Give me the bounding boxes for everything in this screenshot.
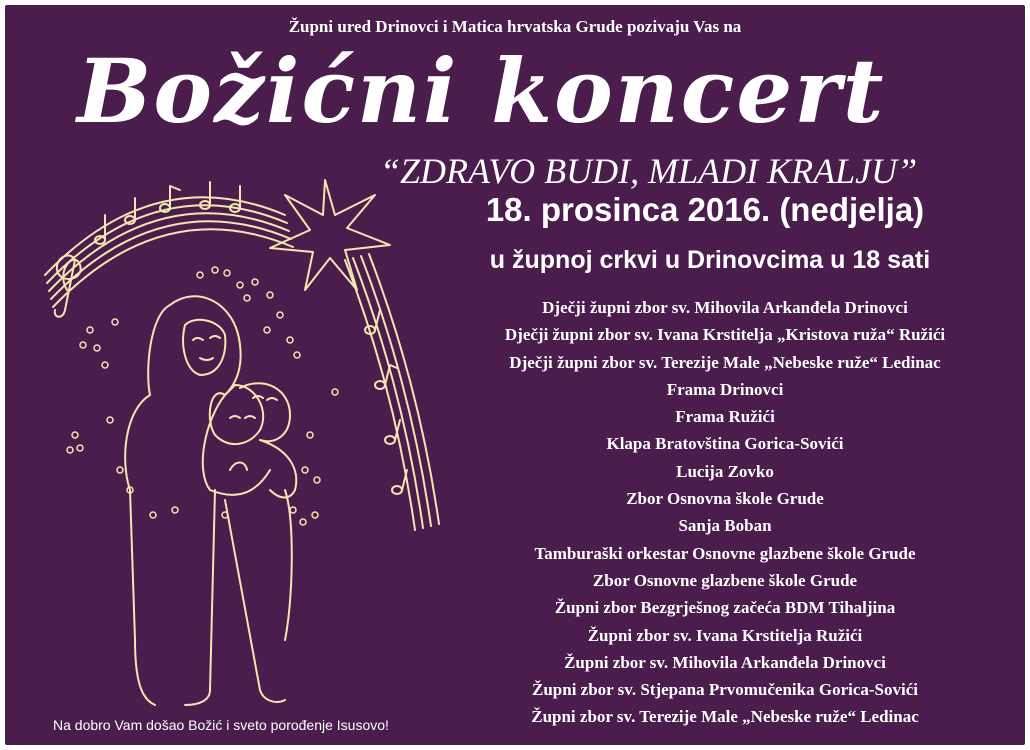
performer-item: Župni zbor sv. Mihovila Arkanđela Drinovci: [564, 652, 886, 672]
performer-list: [455, 294, 995, 731]
performer-item: Frama Drinovci: [666, 379, 784, 399]
decorative-dots: [67, 267, 338, 525]
christmas-greeting: Na dobro Vam došao Božić i sveto porođenje Isusovo!: [53, 717, 389, 733]
performer-item: Dječji župni zbor sv. Ivana Krstitelja „Kristova ruža“ Ružići: [504, 325, 946, 345]
performer-item: Župni zbor sv. Ivana Krstitelja Ružići: [587, 625, 863, 645]
performer-item: Lucija Zovko: [676, 461, 774, 481]
performer-item: Klapa Bratovština Gorica-Sovići: [606, 434, 844, 454]
concert-subtitle: “ZDRAVO BUDI, MLADI KRALJU”: [380, 151, 918, 191]
concert-date: 18. prosinca 2016. (nedjelja): [485, 191, 925, 228]
falling-staff: [345, 254, 439, 530]
mary-figure: [125, 296, 292, 705]
performer-item: Župni zbor sv. Stjepana Prvomučenika Gorica-Sovići: [532, 680, 918, 700]
star-icon: [270, 180, 390, 290]
performer-item: Tamburaški orkestar Osnovne glazbene škole Grude: [534, 543, 916, 563]
performer-item: Župni zbor Bezgrješnog začeća BDM Tihaljina: [554, 598, 896, 618]
performer-item: Sanja Boban: [678, 516, 772, 536]
performer-item: Frama Ružići: [675, 407, 775, 427]
performer-item: Zbor Osnovna škole Grude: [626, 489, 824, 509]
poster-title: Božićni koncert: [77, 39, 886, 143]
child-figure: [210, 383, 296, 497]
performer-item: Dječji župni zbor sv. Mihovila Arkanđela Drinovci: [542, 298, 908, 317]
concert-venue: u župnoj crkvi u Drinovcima u 18 sati: [489, 246, 931, 274]
performer-item: Župni zbor sv. Terezije Male „Nebeske ruže“ Ledinac: [531, 707, 919, 727]
nativity-illustration: [35, 170, 465, 710]
music-staff: [45, 197, 293, 307]
performer-item: Dječji župni zbor sv. Terezije Male „Nebeske ruže“ Ledinac: [509, 352, 941, 372]
invitation-line: Župni ured Drinovci i Matica hrvatska Grude pozivaju Vas na: [288, 17, 742, 36]
performer-item: Zbor Osnovne glazbene škole Grude: [592, 570, 858, 590]
poster-panel: [5, 5, 1025, 745]
